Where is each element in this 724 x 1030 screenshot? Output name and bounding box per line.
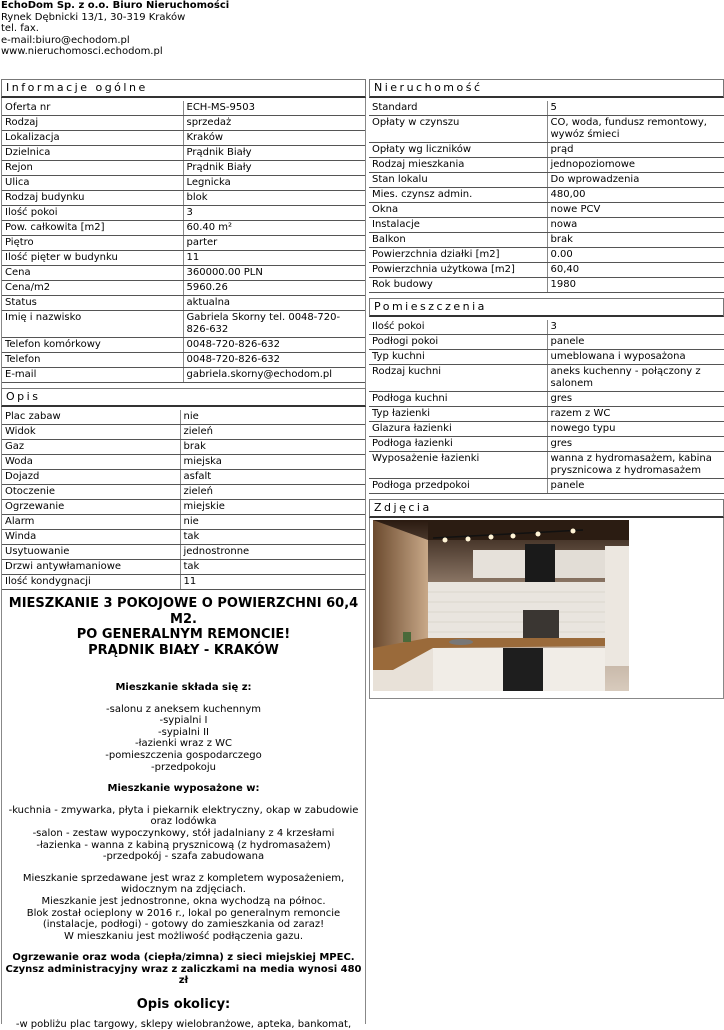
opis-value: tak [180,530,365,545]
general-row [2,131,365,146]
general-row [2,146,365,161]
general-label: Oferta nr [2,101,183,116]
opis-label: Alarm [2,515,180,530]
general-label: Cena [2,266,183,281]
opis-row [2,455,365,470]
rooms-table [369,320,724,494]
property-label: Instalacje [369,218,547,233]
equipped-item: -kuchnia - zmywarka, płyta i piekarnik elektryczny, okap w zabudowie oraz lodówka [8,804,359,828]
opis-label: Winda [2,530,180,545]
opis-value: nie [180,515,365,530]
general-row [2,221,365,236]
general-value: gabriela.skorny@echodom.pl [183,368,365,383]
general-row [2,266,365,281]
general-label: Rodzaj [2,116,183,131]
section-photos-title: Zdjęcia [369,499,724,518]
rooms-label: Podłogi pokoi [369,335,547,350]
property-row [369,278,724,293]
general-label: Rejon [2,161,183,176]
general-row [2,311,365,338]
general-value: 3 [183,206,365,221]
opis-row [2,560,365,575]
property-row [369,203,724,218]
opis-value: miejska [180,455,365,470]
opis-label: Ogrzewanie [2,500,180,515]
property-table [369,101,724,293]
property-value: brak [547,233,724,248]
general-row [2,368,365,383]
property-value: 480,00 [547,188,724,203]
general-label: Piętro [2,236,183,251]
property-row [369,233,724,248]
property-value: nowe PCV [547,203,724,218]
general-label: E-mail [2,368,183,383]
opis-row [2,470,365,485]
rooms-row [369,365,724,392]
opis-row [2,500,365,515]
rent-info: Czynsz administracyjny wraz z zaliczkami na media wynosi 480 zł [5,963,362,987]
kitchen-photo-image [373,520,629,691]
general-value: 11 [183,251,365,266]
property-value: prąd [547,143,724,158]
rooms-value: aneks kuchenny - połączony z salonem [547,365,724,392]
surroundings-text: -w pobliżu plac targowy, sklepy wielobranżowe, apteka, bankomat, [15,1018,352,1030]
rooms-label: Typ łazienki [369,407,547,422]
rooms-label: Podłoga łazienki [369,437,547,452]
consists-title: Mieszkanie składa się z: [115,682,252,693]
general-value: 0048-720-826-632 [183,338,365,353]
opis-row [2,575,365,590]
kitchen-photo[interactable] [373,520,629,691]
opis-value: jednostronne [180,545,365,560]
general-label: Rodzaj budynku [2,191,183,206]
general-label: Status [2,296,183,311]
general-row [2,281,365,296]
agency-name: EchoDom Sp. z o.o. Biuro Nieruchomości [1,0,230,11]
general-value: 360000.00 PLN [183,266,365,281]
general-value: aktualna [183,296,365,311]
opis-row [2,440,365,455]
opis-value: miejskie [180,500,365,515]
general-value: 60.40 m² [183,221,365,236]
property-row [369,101,724,116]
property-label: Standard [369,101,547,116]
general-label: Telefon komórkowy [2,338,183,353]
rooms-value: gres [547,392,724,407]
general-value: Legnicka [183,176,365,191]
opis-value: zieleń [180,425,365,440]
general-value: Prądnik Biały [183,161,365,176]
general-label: Cena/m2 [2,281,183,296]
rooms-label: Wyposażenie łazienki [369,452,547,479]
rooms-row [369,335,724,350]
rooms-label: Podłoga kuchni [369,392,547,407]
property-value: 5 [547,101,724,116]
general-label: Telefon [2,353,183,368]
section-property-title: Nieruchomość [369,79,724,98]
rooms-label: Ilość pokoi [369,320,547,335]
property-label: Powierzchnia działki [m2] [369,248,547,263]
property-label: Opłaty w czynszu [369,116,547,143]
rooms-value: razem z WC [547,407,724,422]
left-column [1,79,366,1030]
general-value: blok [183,191,365,206]
rooms-row [369,479,724,494]
agency-tel: tel. fax. [1,23,39,34]
general-label: Ulica [2,176,183,191]
general-row [2,161,365,176]
opis-row [2,425,365,440]
consists-item: -sypialni I [159,715,208,727]
section-opis-title: Opis [1,388,366,407]
rooms-value: nowego typu [547,422,724,437]
agency-header [1,0,229,58]
agency-www: www.nieruchomosci.echodom.pl [1,46,163,57]
photos-frame [369,518,724,699]
rooms-row [369,437,724,452]
general-label: Pow. całkowita [m2] [2,221,183,236]
property-label: Balkon [369,233,547,248]
opis-label: Woda [2,455,180,470]
property-row [369,263,724,278]
consists-item: -przedpokoju [151,761,216,773]
rooms-label: Rodzaj kuchni [369,365,547,392]
description-para4: W mieszkaniu jest możliwość podłączenia gazu. [63,930,303,942]
opis-table [2,410,365,590]
property-label: Stan lokalu [369,173,547,188]
general-label: Ilość pięter w budynku [2,251,183,266]
general-value: 5960.26 [183,281,365,296]
general-value: 0048-720-826-632 [183,353,365,368]
rooms-row [369,350,724,365]
description-para2: Mieszkanie jest jednostronne, okna wychodzą na północ. [41,895,326,907]
consists-item: -sypialni II [158,726,209,738]
property-label: Powierzchnia użytkowa [m2] [369,263,547,278]
general-row [2,101,365,116]
consists-item: -łazienki wraz z WC [135,738,232,750]
property-row [369,173,724,188]
consists-list [2,704,365,774]
description-para1: Mieszkanie sprzedawane jest wraz z kompletem wyposażeniem, widocznym na zdjęciach. [22,872,345,896]
opis-row [2,530,365,545]
property-value: Do wprowadzenia [547,173,724,188]
opis-row [2,545,365,560]
opis-label: Dojazd [2,470,180,485]
rooms-value: gres [547,437,724,452]
general-label: Imię i nazwisko [2,311,183,338]
opis-label: Usytuowanie [2,545,180,560]
general-value: sprzedaż [183,116,365,131]
general-label: Dzielnica [2,146,183,161]
rooms-value: umeblowana i wyposażona [547,350,724,365]
general-row [2,176,365,191]
general-value: parter [183,236,365,251]
equipped-item: -łazienka - wanna z kabiną prysznicową (z hydromasażem) [36,839,331,851]
property-label: Rok budowy [369,278,547,293]
section-rooms-title: Pomieszczenia [369,298,724,317]
general-label: Lokalizacja [2,131,183,146]
opis-label: Gaz [2,440,180,455]
equipped-list [2,805,365,863]
general-value: Prądnik Biały [183,146,365,161]
opis-value: tak [180,560,365,575]
section-general-title: Informacje ogólne [1,79,366,98]
opis-label: Ilość kondygnacji [2,575,180,590]
general-label: Ilość pokoi [2,206,183,221]
rooms-value: panele [547,479,724,494]
opis-value: zieleń [180,485,365,500]
property-label: Rodzaj mieszkania [369,158,547,173]
rooms-label: Typ kuchni [369,350,547,365]
property-row [369,188,724,203]
property-value: CO, woda, fundusz remontowy, wywóz śmieci [547,116,724,143]
property-row [369,116,724,143]
opis-label: Otoczenie [2,485,180,500]
general-row [2,206,365,221]
property-value: jednopoziomowe [547,158,724,173]
description [2,596,365,1030]
rooms-row [369,392,724,407]
property-label: Opłaty wg liczników [369,143,547,158]
general-value: ECH-MS-9503 [183,101,365,116]
opis-value: 11 [180,575,365,590]
opis-row [2,410,365,425]
right-column [369,79,724,699]
property-row [369,218,724,233]
rooms-label: Podłoga przedpokoi [369,479,547,494]
opis-value: nie [180,410,365,425]
opis-label: Widok [2,425,180,440]
rooms-value: wanna z hydromasażem, kabina prysznicowa z hydromasażem [547,452,724,479]
property-value: 60,40 [547,263,724,278]
surroundings-title: Opis okolicy: [136,997,231,1013]
opis-label: Drzwi antywłamaniowe [2,560,180,575]
heating-info: Ogrzewanie oraz woda (ciepła/zimna) z sieci miejskiej MPEC. [12,952,355,964]
rooms-row [369,407,724,422]
consists-item: -salonu z aneksem kuchennym [106,703,261,715]
property-row [369,158,724,173]
equipped-item: -przedpokój - szafa zabudowana [102,851,265,863]
property-label: Okna [369,203,547,218]
property-value: 1980 [547,278,724,293]
general-row [2,251,365,266]
consists-item: -pomieszczenia gospodarczego [105,749,262,761]
general-row [2,296,365,311]
rooms-value: 3 [547,320,724,335]
property-label: Mies. czynsz admin. [369,188,547,203]
opis-row [2,485,365,500]
general-row [2,353,365,368]
agency-email: e-mail:biuro@echodom.pl [1,34,130,46]
general-row [2,338,365,353]
general-value: Gabriela Skorny tel. 0048-720-826-632 [183,311,365,338]
rooms-label: Glazura łazienki [369,422,547,437]
general-row [2,116,365,131]
equipped-item: -salon - zestaw wypoczynkowy, stół jadalniany z 4 krzesłami [32,827,335,839]
rooms-row [369,422,724,437]
opis-label: Plac zabaw [2,410,180,425]
equipped-title: Mieszkanie wyposażone w: [107,783,260,795]
property-row [369,248,724,263]
general-table [2,101,365,383]
property-value: nowa [547,218,724,233]
description-headline: MIESZKANIE 3 POKOJOWE O POWIERZCHNI 60,4 M2. PO GENERALNYM REMONCIE! PRĄDNIK BIAŁY - KRAKÓW [8,596,359,658]
general-row [2,191,365,206]
property-value: 0.00 [547,248,724,263]
rooms-row [369,452,724,479]
general-value: Kraków [183,131,365,146]
description-para3: Blok został ocieplony w 2016 r., lokal po generalnym remoncie (instalacje, podłogi) - gotowy do zamieszkania od zaraz! [26,907,341,931]
opis-value: asfalt [180,470,365,485]
rooms-row [369,320,724,335]
agency-address: Rynek Dębnicki 13/1, 30-319 Kraków [1,11,186,23]
property-row [369,143,724,158]
rooms-value: panele [547,335,724,350]
opis-value: brak [180,440,365,455]
opis-row [2,515,365,530]
general-row [2,236,365,251]
